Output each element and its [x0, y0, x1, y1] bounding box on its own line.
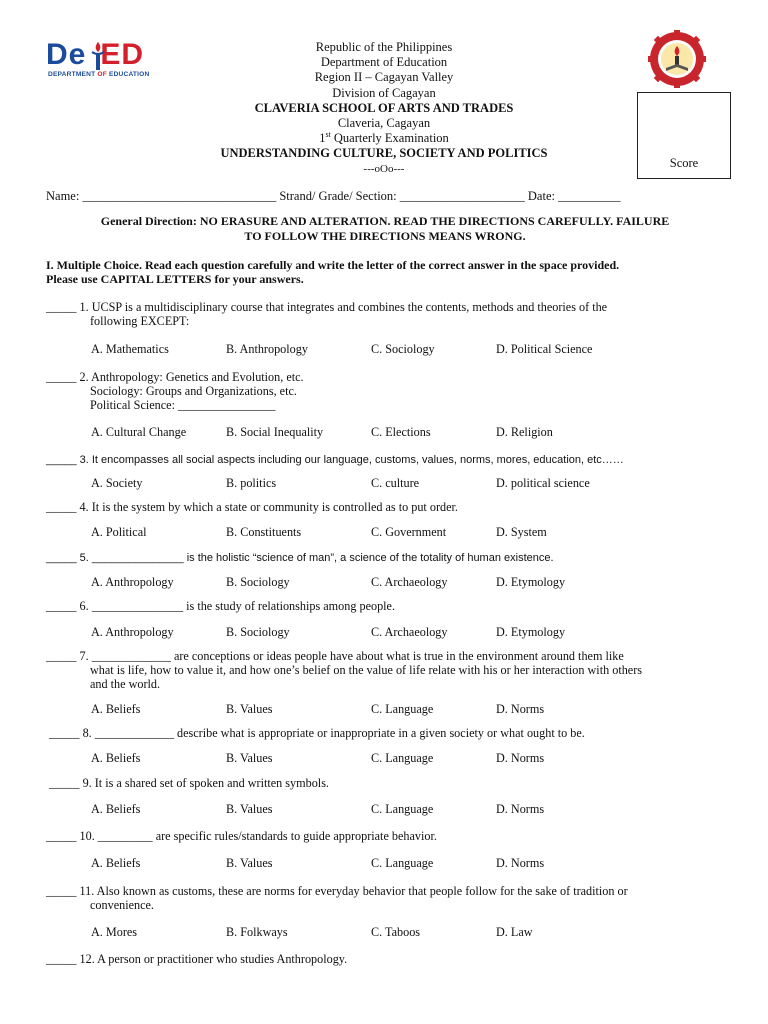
option-d: D. System	[496, 525, 547, 539]
option-d: D. Norms	[496, 702, 545, 716]
document-header	[160, 40, 608, 177]
option-b: B. Social Inequality	[226, 425, 324, 439]
question-6-options	[91, 625, 711, 640]
question-5-options	[91, 575, 711, 590]
question-3: _____ 3. It encompasses all social aspects including our language, customs, values, norms, mores, education, etc……	[46, 454, 624, 466]
option-c: C. Elections	[371, 425, 431, 439]
exam-title: 1st Quarterly Examination	[319, 130, 449, 146]
option-d: D. political science	[496, 476, 590, 490]
question-7-options	[91, 702, 711, 717]
option-c: C. Language	[371, 751, 434, 765]
question-9: _____ 9. It is a shared set of spoken and written symbols.	[46, 776, 329, 790]
option-c: C. Language	[371, 856, 434, 870]
option-c: C. Archaeology	[371, 575, 448, 589]
school-name: CLAVERIA SCHOOL OF ARTS AND TRADES	[254, 100, 514, 115]
general-direction: General Direction: NO ERASURE AND ALTERATION. READ THE DIRECTIONS CAREFULLY. FAILURE TO FOLLOW THE DIRECTIONS MEANS WRONG.	[100, 214, 670, 243]
option-a: A. Beliefs	[91, 802, 141, 816]
question-6: _____ 6. _______________ is the study of relationships among people.	[46, 599, 396, 613]
option-d: D. Religion	[496, 425, 553, 439]
option-b: B. Values	[226, 802, 273, 816]
option-d: D. Norms	[496, 802, 545, 816]
option-a: A. Mathematics	[91, 342, 169, 356]
option-c: C. Taboos	[371, 925, 421, 939]
option-b: B. Values	[226, 751, 273, 765]
torch-icon	[88, 40, 108, 72]
score-box[interactable]	[637, 92, 731, 179]
deped-logo-subtitle: DEPARTMENT OF EDUCATION	[48, 71, 150, 78]
option-d: D. Law	[496, 925, 533, 939]
option-b: B. Anthropology	[226, 342, 308, 356]
header-region: Region II – Cagayan Valley	[314, 70, 454, 85]
question-5: _____ 5. _______________ is the holistic “science of man”, a science of the totality of human existence.	[46, 552, 554, 564]
option-c: C. Sociology	[371, 342, 435, 356]
option-d: D. Political Science	[496, 342, 593, 356]
question-9-options	[91, 802, 711, 817]
option-a: A. Beliefs	[91, 856, 141, 870]
question-11: _____ 11. Also known as customs, these are norms for everyday behavior that people follow for the sake of tradition or convenience.	[46, 884, 628, 913]
option-a: A. Beliefs	[91, 751, 141, 765]
question-2: _____ 2. Anthropology: Genetics and Evolution, etc. Sociology: Groups and Organizations, etc. Political Science: ________________	[46, 370, 304, 413]
option-c: C. Archaeology	[371, 625, 448, 639]
option-b: B. Values	[226, 856, 273, 870]
question-12: _____ 12. A person or practitioner who studies Anthropology.	[46, 952, 348, 966]
option-b: B. Folkways	[226, 925, 288, 939]
option-b: B. Values	[226, 702, 273, 716]
question-3-options	[91, 476, 711, 491]
question-4-options	[91, 525, 711, 540]
option-a: A. Beliefs	[91, 702, 141, 716]
option-a: A. Society	[91, 476, 143, 490]
option-a: A. Anthropology	[91, 575, 174, 589]
option-b: B. Sociology	[226, 575, 290, 589]
question-7: _____ 7. _____________ are conceptions or ideas people have about what is true in the environment around them like what is life, how to value it, and how one’s belief on the value of life relate with his or her interaction with others and the world.	[46, 649, 643, 692]
question-2-options	[91, 425, 711, 440]
question-10-options	[91, 856, 711, 871]
option-a: A. Anthropology	[91, 625, 174, 639]
question-8-options	[91, 751, 711, 766]
school-seal-icon	[648, 30, 706, 88]
option-c: C. culture	[371, 476, 420, 490]
option-b: B. politics	[226, 476, 277, 490]
option-a: A. Political	[91, 525, 147, 539]
question-10: _____ 10. _________ are specific rules/standards to guide appropriate behavior.	[46, 829, 437, 843]
option-d: D. Norms	[496, 856, 545, 870]
score-label: Score	[669, 156, 699, 170]
header-department: Department of Education	[320, 55, 448, 70]
option-a: A. Mores	[91, 925, 138, 939]
header-divider: ---oOo---	[363, 162, 405, 175]
option-c: C. Language	[371, 802, 434, 816]
student-info-line[interactable]: Name: _______________________________ Strand/ Grade/ Section: ____________________ Date: __________	[46, 189, 621, 203]
header-division: Division of Cagayan	[332, 85, 436, 100]
option-d: D. Norms	[496, 751, 545, 765]
deped-logo	[46, 38, 170, 82]
option-b: B. Sociology	[226, 625, 290, 639]
option-d: D. Etymology	[496, 575, 566, 589]
question-1-options	[91, 342, 711, 357]
option-c: C. Language	[371, 702, 434, 716]
header-republic: Republic of the Philippines	[315, 40, 453, 54]
question-1: _____ 1. UCSP is a multidisciplinary course that integrates and combines the contents, methods and theories of the following EXCEPT:	[46, 300, 608, 329]
subject-title: UNDERSTANDING CULTURE, SOCIETY AND POLITICS	[220, 146, 548, 161]
question-11-options	[91, 925, 711, 940]
option-a: A. Cultural Change	[91, 425, 187, 439]
deped-logo-wordmark: De ED	[46, 38, 145, 71]
option-c: C. Government	[371, 525, 447, 539]
part1-instructions: I. Multiple Choice. Read each question carefully and write the letter of the correct answer in the space provided. Please use CAPITAL LETTERS for your answers.	[46, 258, 620, 286]
question-8: _____ 8. _____________ describe what is appropriate or inappropriate in a given society or what ought to be.	[46, 726, 585, 740]
option-b: B. Constituents	[226, 525, 302, 539]
school-location: Claveria, Cagayan	[337, 116, 431, 131]
option-d: D. Etymology	[496, 625, 566, 639]
question-4: _____ 4. It is the system by which a state or community is controlled as to put order.	[46, 500, 458, 514]
